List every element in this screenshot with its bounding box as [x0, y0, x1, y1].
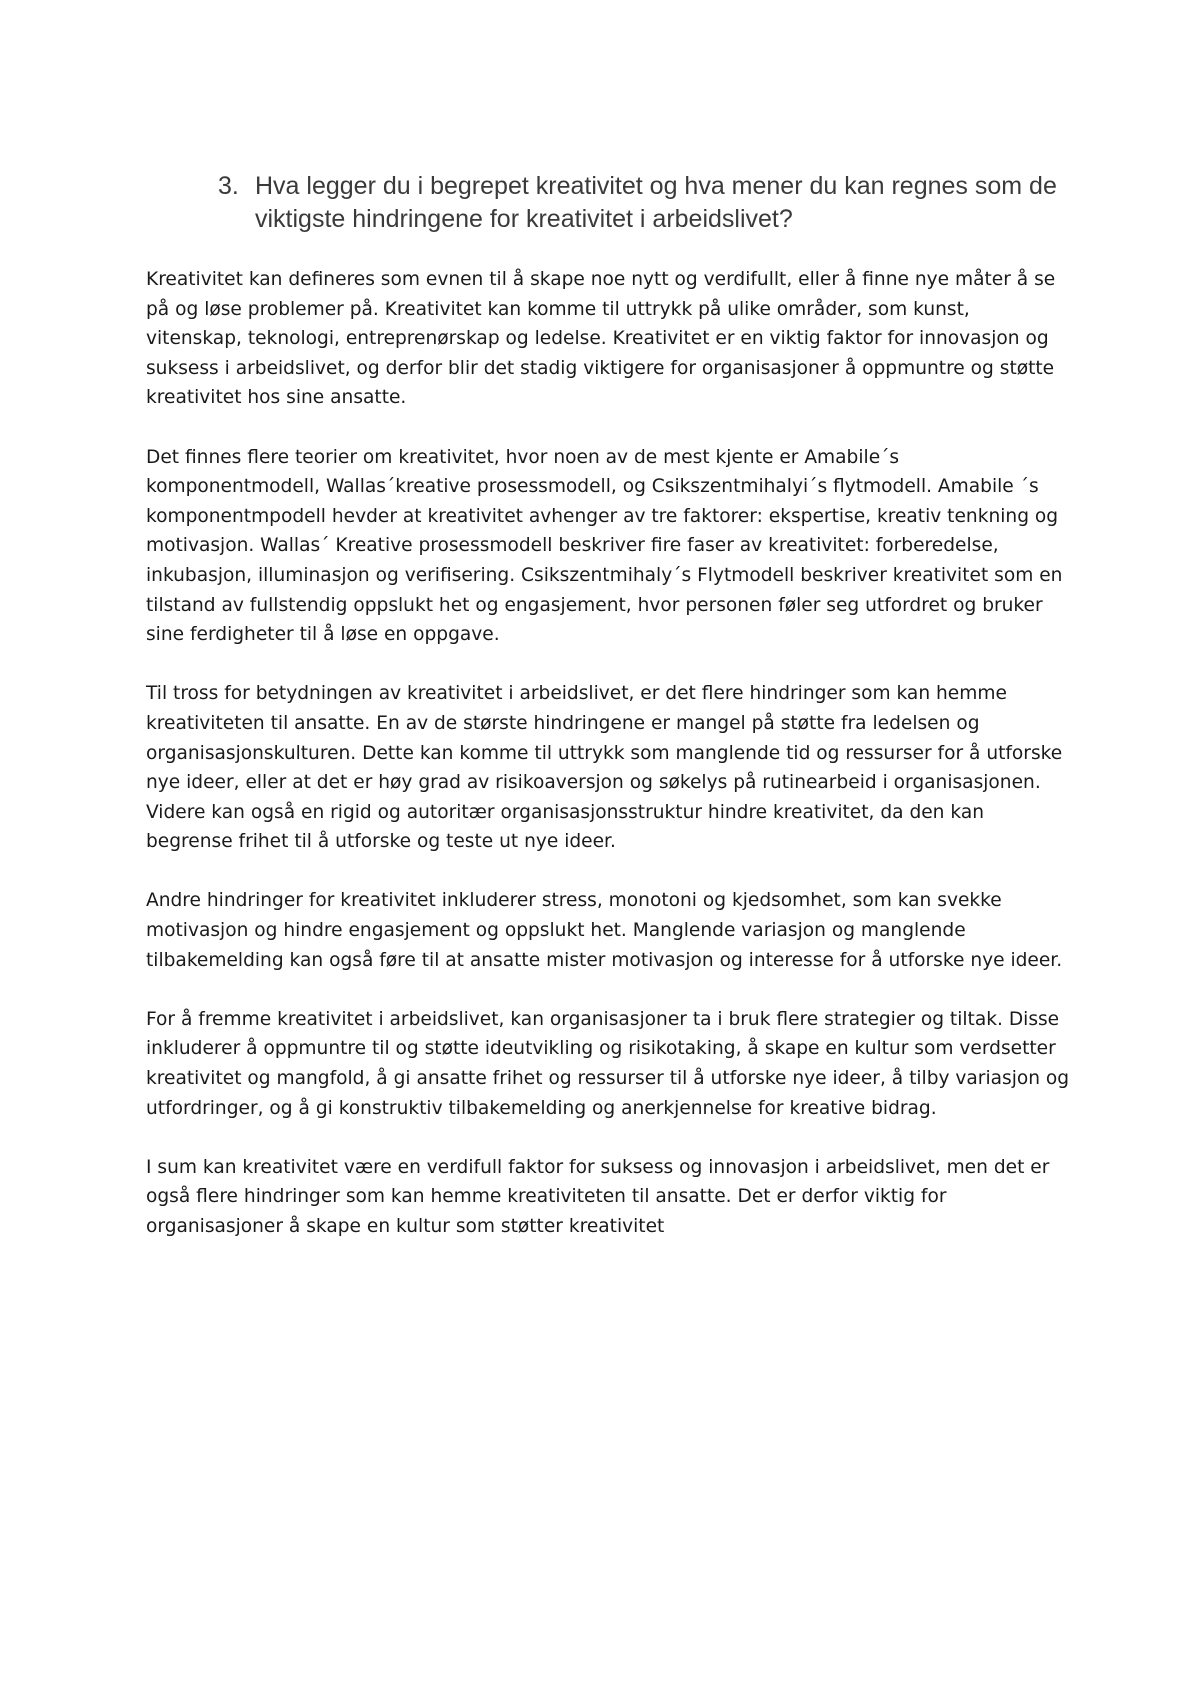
question-text: Hva legger du i begrepet kreativitet og hva mener du kan regnes som de viktigste hindringene for kreativitet i arbeidslivet?	[255, 172, 1057, 233]
question-number: 3.	[218, 172, 239, 200]
paragraph-definition: Kreativitet kan defineres som evnen til å skape noe nytt og verdifullt, eller å finne nye måter å se på og løse problemer på. Kreativitet kan komme til uttrykk på ulike områder, som kunst, vitenskap, teknologi, entreprenørskap og ledelse. Kreativitet er en viktig faktor for innovasjon og suksess i arbeidslivet, og derfor blir det stadig viktigere for organisasjoner å oppmuntre og støtte kreativitet hos sine ansatte.	[146, 269, 1056, 409]
question-heading	[218, 170, 1068, 236]
paragraph-obstacles: Til tross for betydningen av kreativitet i arbeidslivet, er det flere hindringer som kan hemme kreativiteten til ansatte. En av de største hindringene er mangel på støtte fra ledelsen og organisasjonskulturen. Dette kan komme til uttrykk som manglende tid og ressurser for å utforske nye ideer, eller at det er høy grad av risikoaversjon og søkelys på rutinearbeid i organisasjonen. Videre kan også en rigid og autoritær organisasjonsstruktur hindre kreativitet, da den kan begrense frihet til å utforske og teste ut nye ideer.	[146, 683, 1063, 853]
answer-body	[146, 265, 1071, 1242]
paragraph-other-obstacles: Andre hindringer for kreativitet inkluderer stress, monotoni og kjedsomhet, som kan svekke motivasjon og hindre engasjement og oppslukt het. Manglende variasjon og manglende tilbakemelding kan også føre til at ansatte mister motivasjon og interesse for å utforske nye ideer.	[146, 890, 1063, 971]
paragraph-summary: I sum kan kreativitet være en verdifull faktor for suksess og innovasjon i arbeidslivet, men det er også flere hindringer som kan hemme kreativiteten til ansatte. Det er derfor viktig for organisasjoner å skape en kultur som støtter kreativitet	[146, 1156, 1050, 1237]
paragraph-theories: Det finnes flere teorier om kreativitet, hvor noen av de mest kjente er Amabile´s komponentmodell, Wallas´kreative prosessmodell, og Csikszentmihalyi´s flytmodell. Amabile ´s komponentmpodell hevder at kreativitet avhenger av tre faktorer: ekspertise, kreativ tenkning og motivasjon. Wallas´ Kreative prosessmodell beskriver fire faser av kreativitet: forberedelse, inkubasjon, illuminasjon og verifisering. Csikszentmihaly´s Flytmodell beskriver kreativitet som en tilstand av fullstendig oppslukt het og engasjement, hvor personen føler seg utfordret og bruker sine ferdigheter til å løse en oppgave.	[146, 446, 1063, 646]
paragraph-promoting-creativity: For å fremme kreativitet i arbeidslivet, kan organisasjoner ta i bruk flere strategier og tiltak. Disse inkluderer å oppmuntre til og støtte ideutvikling og risikotaking, å skape en kultur som verdsetter kreativitet og mangfold, å gi ansatte frihet og ressurser til å utforske nye ideer, å tilby variasjon og utfordringer, og å gi konstruktiv tilbakemelding og anerkjennelse for kreative bidrag.	[146, 1008, 1070, 1119]
